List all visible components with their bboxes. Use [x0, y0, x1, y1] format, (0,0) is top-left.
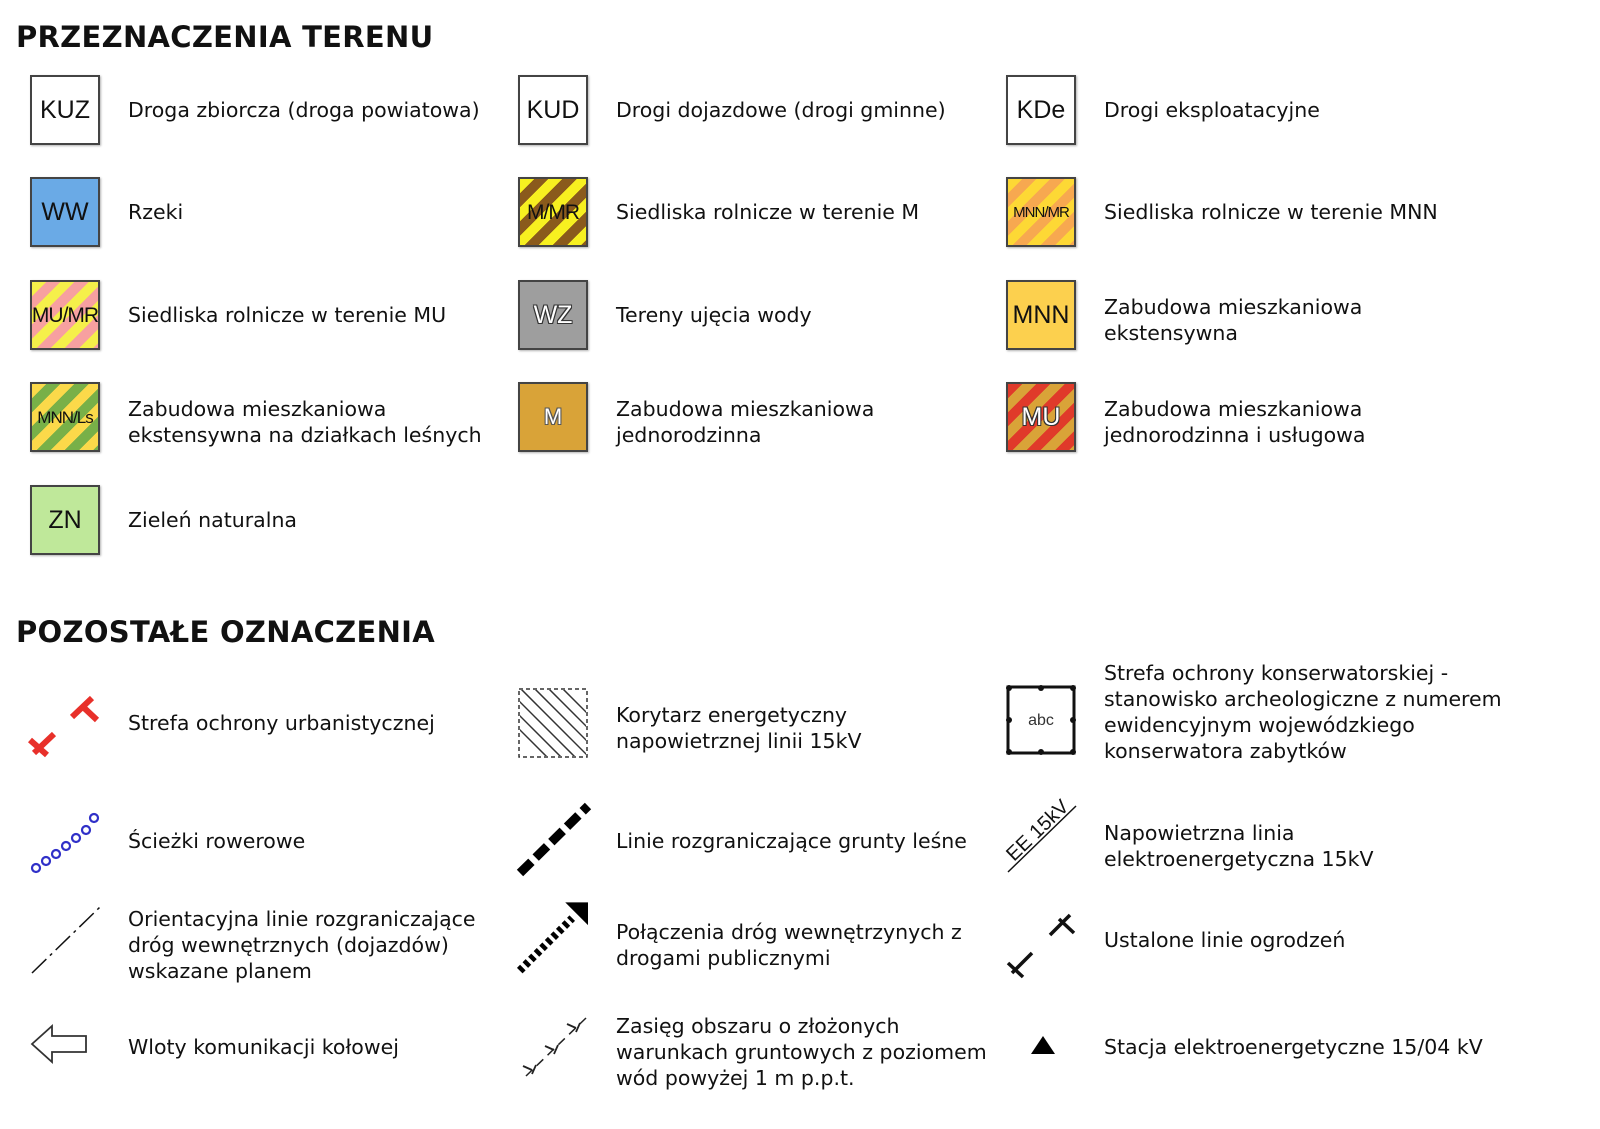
legend-item-energy-corridor [518, 688, 1008, 768]
urban-protection-line-icon [30, 688, 100, 758]
legend-item-ww [30, 177, 520, 257]
mu-mr-swatch: MU/MR [30, 280, 100, 350]
legend-label: Zabudowa mieszkaniowa ekstensywna na działkach leśnych [128, 397, 482, 447]
legend-label: Ustalone linie ogrodzeń [1104, 928, 1346, 952]
mnn-swatch: MNN [1006, 280, 1076, 350]
legend-label: Strefa ochrony konserwatorskiej - stanowisko archeologiczne z numerem ewidencyjnym wojewódzkiego konserwatora zabytków [1104, 661, 1502, 763]
archaeological-site-text: abc [1028, 712, 1054, 729]
internal-road-line-icon [30, 905, 100, 975]
legend-label: Siedliska rolnicze w terenie MNN [1104, 200, 1438, 224]
legend-item-mu [1006, 382, 1496, 462]
forest-boundary-line-icon [518, 806, 588, 876]
archaeological-site-icon [1006, 685, 1076, 755]
kde-swatch: KDe [1006, 75, 1076, 145]
roundabout-entry-arrow-icon [30, 1012, 100, 1082]
legend-label: Strefa ochrony urbanistycznej [128, 711, 435, 735]
legend-item-wz [518, 280, 1008, 360]
legend-label: Zabudowa mieszkaniowa ekstensywna [1104, 295, 1363, 345]
kud-swatch: KUD [518, 75, 588, 145]
legend-label: Zasięg obszaru o złożonych warunkach gruntowych z poziomem wód powyżej 1 m p.p.t. [616, 1014, 987, 1090]
legend-item-m [518, 382, 1008, 462]
legend-item-mnn-mr [1006, 177, 1496, 257]
legend-label: Droga zbiorcza (droga powiatowa) [128, 98, 480, 122]
legend-item-kud [518, 75, 1008, 155]
legend-label: Zieleń naturalna [128, 508, 297, 532]
legend-item-archaeological-site [1006, 660, 1502, 763]
mnn-mr-swatch: MNN/MR [1006, 177, 1076, 247]
legend-item-kde [1006, 75, 1496, 155]
mnn-ls-swatch: MNN/Ls [30, 382, 100, 452]
legend-label: Siedliska rolnicze w terenie M [616, 200, 920, 224]
road-connection-arrow-icon [518, 905, 588, 975]
legend-label: Tereny ujęcia wody [616, 303, 812, 327]
legend-item-fence-line [1006, 905, 1496, 985]
legend-label: Połączenia dróg wewnętrzynych z drogami publicznymi [616, 920, 962, 970]
legend-label: Linie rozgraniczające grunty leśne [616, 829, 967, 853]
bicycle-path-icon [30, 806, 100, 876]
legend-item-kuz [30, 75, 520, 155]
legend-item-mu-mr [30, 280, 520, 360]
legend-label: Ścieżki rowerowe [128, 829, 306, 853]
power-station-icon [1006, 1012, 1076, 1082]
power-line-text: EE 15kV [1002, 795, 1074, 866]
fence-line-icon [1006, 905, 1076, 975]
legend-item-roundabout-entry [30, 1012, 520, 1092]
legend-label: Orientacyjna linie rozgraniczające dróg wewnętrznych (dojazdów) wskazane planem [128, 907, 476, 983]
mu-swatch: MU [1006, 382, 1076, 452]
legend-item-power-station [1006, 1012, 1496, 1092]
legend-item-power-line [1002, 795, 1496, 886]
legend-item-urban-protection [30, 688, 520, 768]
legend-label: Wloty komunikacji kołowej [128, 1035, 399, 1059]
land-use-heading: PRZEZNACZENIA TERENU [16, 20, 434, 54]
legend-label: Napowietrzna linia elektroenergetyczna 15kV [1104, 821, 1374, 871]
zn-swatch: ZN [30, 485, 100, 555]
legend-item-internal-road [30, 905, 520, 985]
legend-item-road-connection [518, 905, 1008, 985]
legend-item-forest-boundary [518, 806, 1008, 886]
m-swatch: M [518, 382, 588, 452]
complex-soil-zone-icon [518, 1012, 588, 1082]
legend-label: Zabudowa mieszkaniowa jednorodzinna [616, 397, 875, 447]
legend-item-mnn [1006, 280, 1496, 360]
m-mr-swatch: M/MR [518, 177, 588, 247]
kuz-swatch: KUZ [30, 75, 100, 145]
other-symbols-heading: POZOSTAŁE OZNACZENIA [16, 615, 435, 649]
legend-label: Rzeki [128, 200, 184, 224]
legend-label: Stacja elektroenergetyczne 15/04 kV [1104, 1035, 1483, 1059]
legend-label: Korytarz energetyczny napowietrznej linii 15kV [616, 703, 862, 753]
legend-label: Drogi eksploatacyjne [1104, 98, 1320, 122]
legend-label: Zabudowa mieszkaniowa jednorodzinna i usługowa [1104, 397, 1366, 447]
ww-swatch: WW [30, 177, 100, 247]
legend-item-complex-soil [518, 1012, 1008, 1092]
energy-corridor-icon [518, 688, 588, 758]
legend-item-mnn-ls [30, 382, 520, 462]
overhead-power-line-icon [1002, 795, 1076, 876]
legend-item-bicycle-path [30, 806, 520, 886]
legend-label: Siedliska rolnicze w terenie MU [128, 303, 447, 327]
legend-item-m-mr [518, 177, 1008, 257]
wz-swatch: WZ [518, 280, 588, 350]
legend-label: Drogi dojazdowe (drogi gminne) [616, 98, 946, 122]
legend-item-zn [30, 485, 520, 565]
